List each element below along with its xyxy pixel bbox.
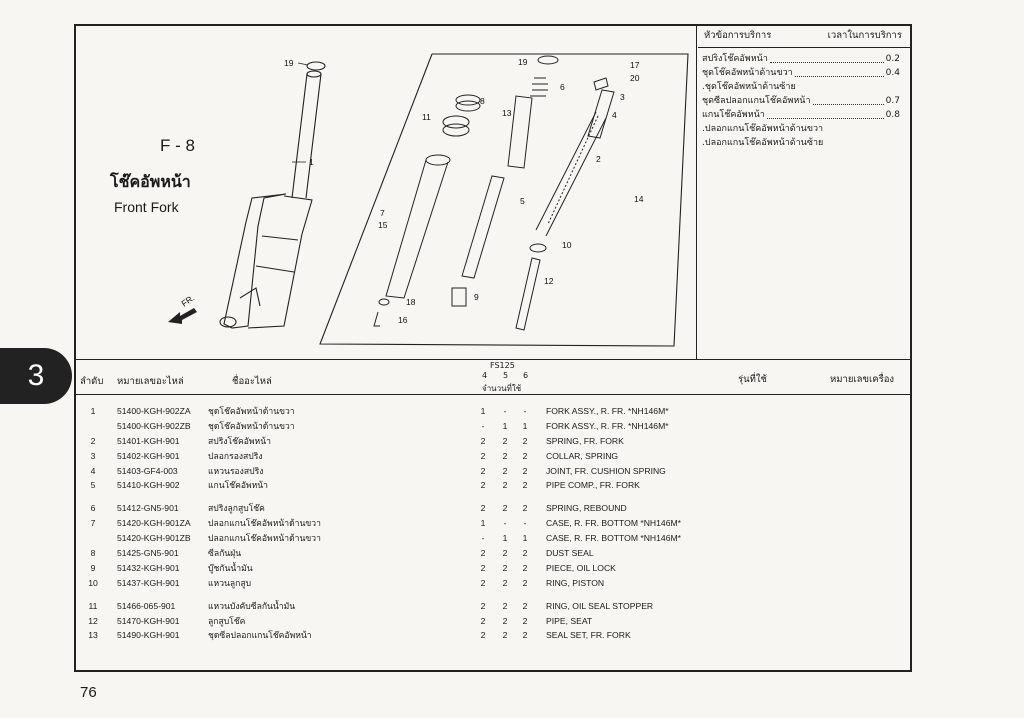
qty-col-6: 6: [523, 371, 529, 380]
svg-text:5: 5: [520, 196, 525, 206]
figure-code: F - 8: [160, 136, 195, 155]
table-row: 9 51432-KGH-901 บู๊ชกันน้ำมัน 2 2 2 PIECE, OIL LOCK: [90, 562, 616, 573]
callout-1: 1: [309, 157, 314, 167]
service-row: ชุดซีลปลอกแกนโช๊คอัพหน้า 0.7: [702, 96, 900, 106]
service-row: .ปลอกแกนโช๊คอัพหน้าด้านซ้าย: [702, 138, 824, 148]
col-partname-header: ชื่ออะไหล่: [232, 376, 272, 387]
svg-text:20: 20: [630, 73, 640, 83]
qty-col-4: 4: [482, 371, 488, 380]
svg-text:16: 16: [398, 315, 408, 325]
table-row: 2 51401-KGH-901 สปริงโช๊คอัพหน้า 2 2 2 SPRING, FR. FORK: [90, 435, 624, 446]
row-spacer: [86, 591, 686, 599]
figure-title-thai: โช๊คอัพหน้า: [110, 172, 191, 191]
svg-text:18: 18: [406, 297, 416, 307]
table-row: 11 51466-065-901 แหวนบังคับซีลกันน้ำมัน 2 2 2 RING, OIL SEAL STOPPER: [88, 600, 654, 611]
exploded-diagram: [76, 26, 696, 358]
table-row: 5 51410-KGH-902 แกนโช๊คอัพหน้า 2 2 2 PIPE COMP., FR. FORK: [90, 480, 640, 491]
figure-title-en: Front Fork: [114, 199, 179, 215]
service-topic-header: หัวข้อการบริการ: [704, 30, 772, 41]
fork-assembly-drawing: [220, 62, 325, 328]
service-time-header: [698, 24, 910, 48]
callout-labels: [378, 57, 644, 325]
model-used-header: รุ่นที่ใช้: [738, 374, 767, 385]
svg-text:14: 14: [634, 194, 644, 204]
divider-figure-table: [74, 359, 912, 360]
table-row: 13 51490-KGH-901 ชุดซีลปลอกแกนโช๊คอัพหน้า 2 2 2 SEAL SET, FR. FORK: [88, 630, 631, 641]
svg-text:2: 2: [596, 154, 601, 164]
svg-text:7: 7: [380, 208, 385, 218]
page-number: 76: [80, 684, 97, 701]
svg-text:15: 15: [378, 220, 388, 230]
table-row: 4 51403-GF4-003 แหวนรองสปริง 2 2 2 JOINT, FR. CUSHION SPRING: [90, 465, 666, 476]
service-row: ชุดโช๊คอัพหน้าด้านขวา 0.4: [702, 68, 900, 78]
table-row: 12 51470-KGH-901 ลูกสูบโช๊ค 2 2 2 PIPE, SEAT: [88, 615, 593, 626]
table-row: 6 51412-GN5-901 สปริงลูกสูบโช๊ค 2 2 2 SPRING, REBOUND: [90, 503, 627, 514]
col-partno-header: หมายเลขอะไหล่: [117, 376, 184, 387]
col-seq-header: ลำดับ: [80, 376, 104, 387]
qty-header: จำนวนที่ใช้: [482, 384, 522, 393]
section-tab: [0, 348, 72, 404]
divider-vertical: [696, 24, 697, 360]
table-row: 51400-KGH-902ZB ชุดโช๊คอัพหน้าด้านขวา - 1 1 FORK ASSY., R. FR. *NH146M*: [117, 420, 669, 431]
svg-text:12: 12: [544, 276, 554, 286]
service-row: สปริงโช๊คอัพหน้า 0.2: [702, 54, 900, 64]
table-row: 3 51402-KGH-901 ปลอกรองสปริง 2 2 2 COLLAR, SPRING: [90, 450, 619, 461]
engine-no-header: หมายเลขเครื่อง: [830, 374, 895, 385]
fr-label: FR.: [179, 292, 197, 309]
table-row: 10 51437-KGH-901 แหวนลูกสูบ 2 2 2 RING, PISTON: [88, 577, 605, 588]
table-row: 8 51425-GN5-901 ซีลกันฝุ่น 2 2 2 DUST SEAL: [90, 548, 594, 559]
svg-text:8: 8: [480, 96, 485, 106]
svg-text:9: 9: [474, 292, 479, 302]
section-tab-number: 3: [27, 359, 45, 392]
svg-text:10: 10: [562, 240, 572, 250]
svg-text:3: 3: [620, 92, 625, 102]
exploded-boundary: [320, 54, 688, 346]
service-time-header-label: เวลาในการบริการ: [827, 30, 902, 41]
svg-text:11: 11: [422, 112, 431, 122]
exploded-parts-drawing: [374, 56, 614, 330]
model-header: FS125: [490, 361, 515, 370]
service-row: แกนโช๊คอัพหน้า 0.8: [702, 110, 900, 120]
svg-text:17: 17: [630, 60, 640, 70]
front-direction-arrow: [168, 293, 197, 324]
service-time-panel: [698, 24, 910, 150]
svg-text:4: 4: [612, 110, 617, 120]
parts-table: [86, 404, 686, 643]
table-row: 7 51420-KGH-901ZA ปลอกแกนโช๊คอัพหน้าด้านขวา 1 - - CASE, R. FR. BOTTOM *NH146M*: [90, 518, 681, 529]
table-row: 51420-KGH-901ZB ปลอกแกนโช๊คอัพหน้าด้านขวา - 1 1 CASE, R. FR. BOTTOM *NH146M*: [117, 533, 681, 544]
service-row: .ชุดโช๊คอัพหน้าด้านซ้าย: [702, 82, 796, 92]
service-row: .ปลอกแกนโช๊คอัพหน้าด้านขวา: [702, 124, 824, 134]
svg-text:13: 13: [502, 108, 512, 118]
svg-text:6: 6: [560, 82, 565, 92]
svg-text:19: 19: [518, 57, 528, 67]
table-row: 1 51400-KGH-902ZA ชุดโช๊คอัพหน้าด้านขวา 1 - - FORK ASSY., R. FR. *NH146M*: [90, 406, 669, 416]
row-spacer: [86, 493, 686, 501]
callout-19a: 19: [284, 58, 294, 68]
qty-col-5: 5: [503, 371, 509, 380]
